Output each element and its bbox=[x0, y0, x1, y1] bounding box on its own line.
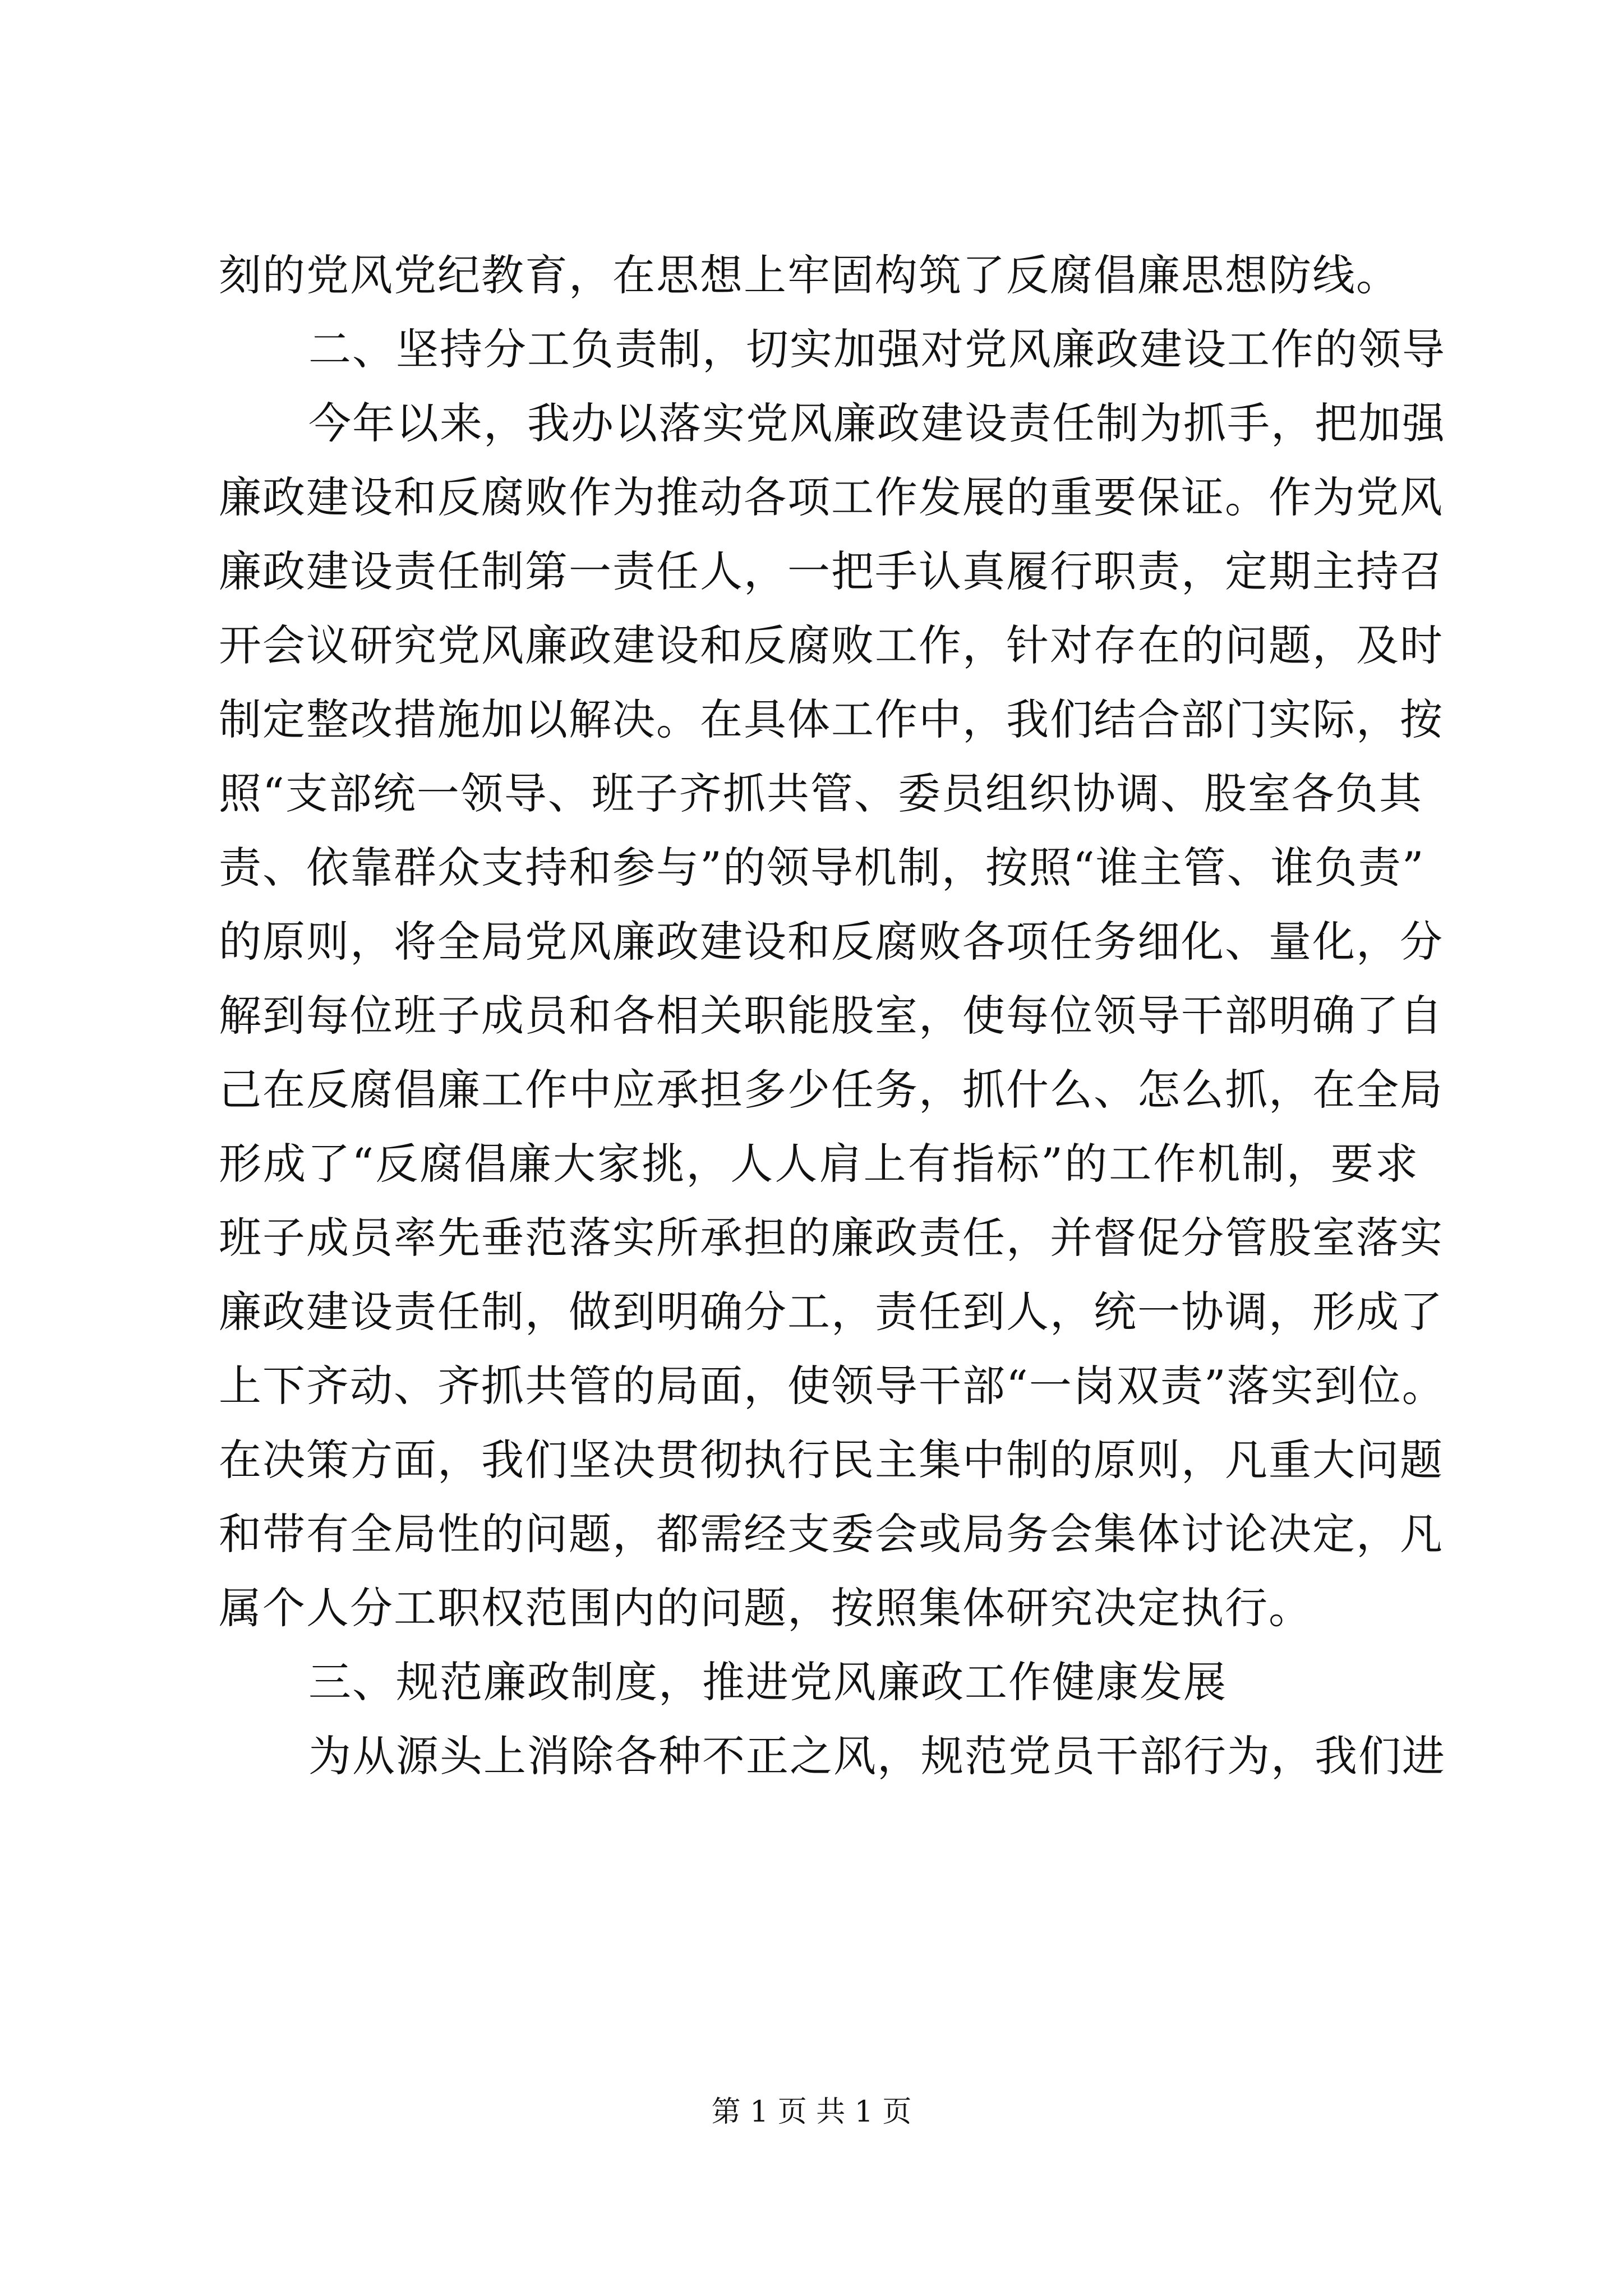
document-body bbox=[219, 238, 1446, 1793]
text-line: 二、坚持分工负责制，切实加强对党风廉政建设工作的领导 bbox=[308, 324, 1446, 374]
text-line: 刻的党风党纪教育，在思想上牢固构筑了反腐倡廉思想防线。 bbox=[219, 250, 1400, 300]
text-line: 上下齐动、齐抓共管的局面，使领导干部“一岗双责”落实到位。 bbox=[219, 1361, 1446, 1411]
text-line: 属个人分工职权范围内的问题，按照集体研究决定执行。 bbox=[219, 1583, 1312, 1633]
text-line: 在决策方面，我们坚决贯彻执行民主集中制的原则，凡重大问题 bbox=[219, 1435, 1444, 1485]
text-line: 廉政建设责任制，做到明确分工，责任到人，统一协调，形成了 bbox=[219, 1287, 1444, 1337]
text-line: 为从源头上消除各种不正之风，规范党员干部行为，我们进 bbox=[308, 1731, 1446, 1781]
text-line: 廉政建设和反腐败作为推动各项工作发展的重要保证。作为党风 bbox=[219, 472, 1444, 522]
text-line: 的原则，将全局党风廉政建设和反腐败各项任务细化、量化，分 bbox=[219, 917, 1444, 967]
text-line: 责、依靠群众支持和参与”的领导机制，按照“谁主管、谁负责” bbox=[219, 843, 1425, 892]
text-line: 解到每位班子成员和各相关职能股室，使每位领导干部明确了自 bbox=[219, 991, 1444, 1041]
text-line: 今年以来，我办以落实党风廉政建设责任制为抓手，把加强 bbox=[308, 398, 1446, 448]
text-line: 开会议研究党风廉政建设和反腐败工作，针对存在的问题，及时 bbox=[219, 620, 1444, 670]
text-line: 和带有全局性的问题，都需经支委会或局务会集体讨论决定，凡 bbox=[219, 1509, 1444, 1559]
text-line: 照“支部统一领导、班子齐抓共管、委员组织协调、股室各负其 bbox=[219, 769, 1423, 818]
page-footer: 第 1 页 共 1 页 bbox=[711, 2095, 912, 2129]
text-line: 班子成员率先垂范落实所承担的廉政责任，并督促分管股室落实 bbox=[219, 1213, 1444, 1263]
text-line: 制定整改措施加以解决。在具体工作中，我们结合部门实际，按 bbox=[219, 694, 1444, 744]
text-line: 三、规范廉政制度，推进党风廉政工作健康发展 bbox=[308, 1657, 1227, 1707]
text-line: 廉政建设责任制第一责任人，一把手认真履行职责，定期主持召 bbox=[219, 546, 1444, 596]
text-line: 己在反腐倡廉工作中应承担多少任务，抓什么、怎么抓，在全局 bbox=[219, 1065, 1444, 1115]
text-line: 形成了“反腐倡廉大家挑，人人肩上有指标”的工作机制，要求 bbox=[219, 1139, 1419, 1189]
